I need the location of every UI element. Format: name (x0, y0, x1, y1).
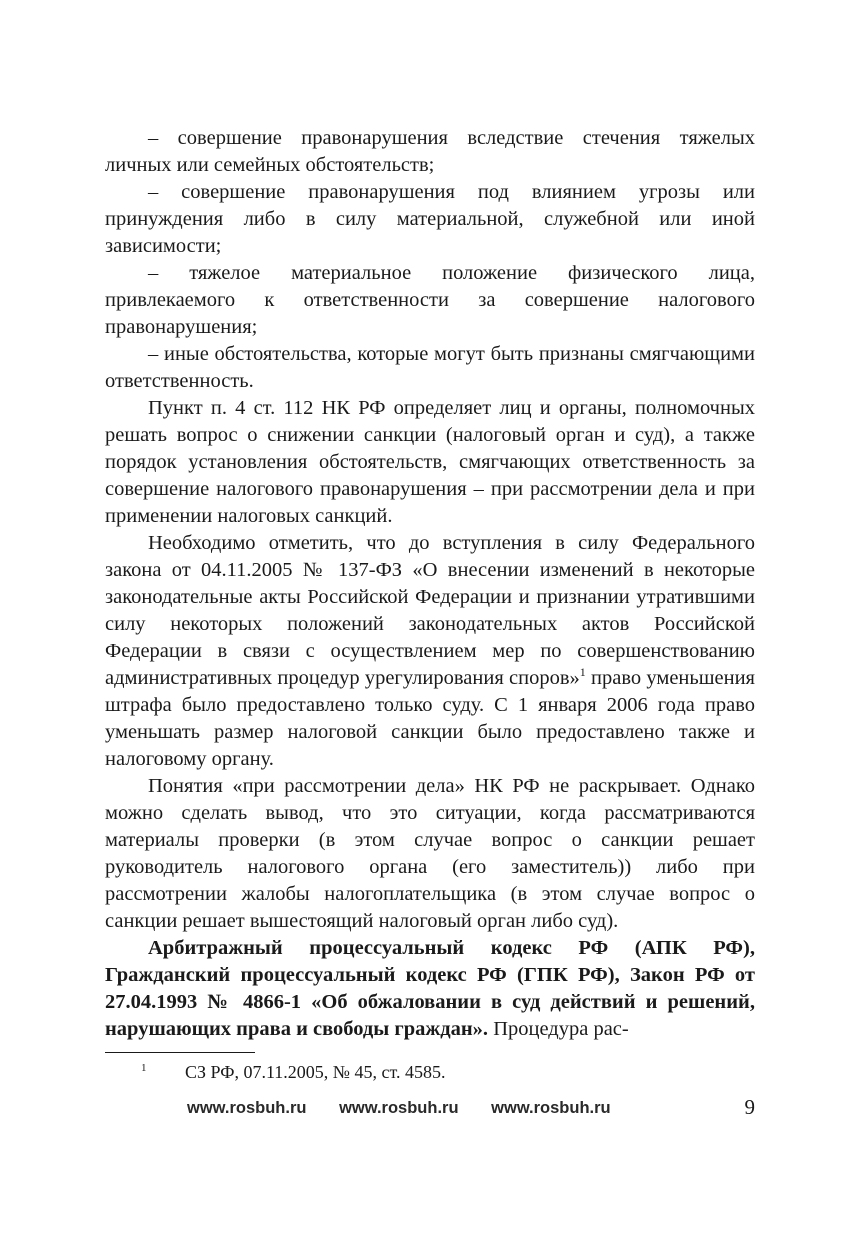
paragraph-text: право уменьшения штрафа было предоставлено только суду. С 1 января 2006 года право уменьшать размер налоговой санкции было предоставлено также и налоговому органу. (105, 667, 755, 770)
paragraph-text: Необходимо отметить, что до вступления в силу Федерального закона от 04.11.2005 № 137-ФЗ «О внесении изменений в некоторые законодательные акты Российской Федерации и признании утратившими силу некоторых положений законодательных актов Российской Федерации в связи с осуществлением мер по совершенствованию административных процедур урегулирования споров» (105, 532, 755, 689)
page-body (105, 125, 755, 1043)
footer-link[interactable]: www.rosbuh.ru (339, 1099, 459, 1117)
paragraph (105, 530, 755, 773)
footer-link[interactable]: www.rosbuh.ru (187, 1099, 307, 1117)
paragraph: – совершение правонарушения вследствие стечения тяжелых личных или семейных обстоятельств; (105, 127, 755, 176)
footer-link[interactable]: www.rosbuh.ru (491, 1099, 611, 1117)
paragraph: – совершение правонарушения под влиянием угрозы или принуждения либо в силу материальной, служебной или иной зависимости; (105, 181, 755, 257)
paragraph: – тяжелое материальное положение физического лица, привлекаемого к ответственности за совершение налогового правонарушения; (105, 262, 755, 338)
footnote-reference[interactable]: 1 (579, 665, 586, 679)
page-number: 9 (744, 1095, 755, 1119)
footnote-divider (105, 1052, 255, 1053)
page-footer (105, 1096, 755, 1122)
footer-links (187, 1096, 639, 1120)
paragraph-text: Процедура рас- (488, 1018, 629, 1040)
footnote-mark: 1 (141, 1062, 147, 1074)
law-reference-heading: Арбитражный процессуальный кодекс РФ (АПК РФ), Гражданский процессуальный кодекс РФ (ГПК РФ), Закон РФ от 27.04.1993 № 4866-1 «Об обжаловании в суд действий и решений, нарушающих права и свободы граждан». (105, 937, 755, 1040)
paragraph: Пункт п. 4 ст. 112 НК РФ определяет лиц и органы, полномочных решать вопрос о снижении санкции (налоговый орган и суд), а также порядок установления обстоятельств, смягчающих ответственность за совершение налогового правонарушения – при рассмотрении дела и при применении налоговых санкций. (105, 397, 755, 527)
paragraph: Понятия «при рассмотрении дела» НК РФ не раскрывает. Однако можно сделать вывод, что это ситуации, когда рассматриваются материалы проверки (в этом случае вопрос о санкции решает руководитель налогового органа (его заместитель)) либо при рассмотрении жалобы налогоплательщика (в этом случае вопрос о санкции решает вышестоящий налоговый орган либо суд). (105, 775, 755, 932)
footnote-text: СЗ РФ, 07.11.2005, № 45, ст. 4585. (185, 1062, 446, 1082)
paragraph (105, 935, 755, 1043)
paragraph: – иные обстоятельства, которые могут быть признаны смягчающими ответственность. (105, 343, 755, 392)
